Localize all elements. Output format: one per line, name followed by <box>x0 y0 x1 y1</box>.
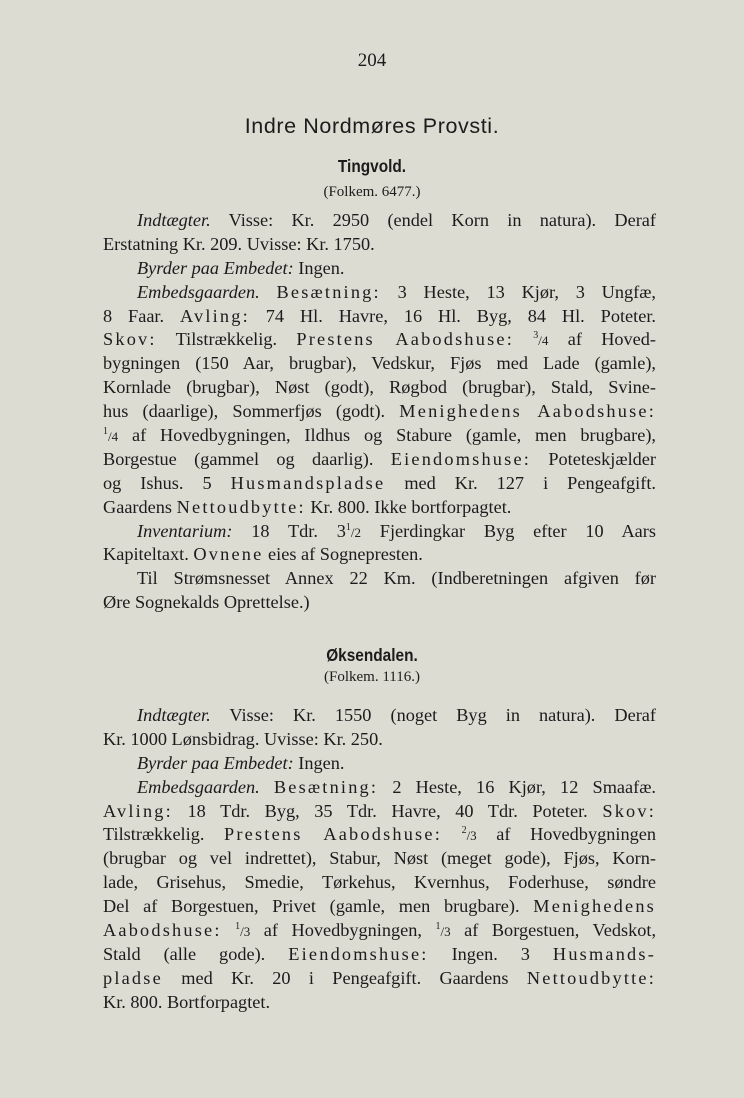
text-line: Avling: 18 Tdr. Byg, 35 Tdr. Havre, 40 Tdr. Poteter. Skov: <box>103 800 656 821</box>
text-line: Kornlade (brugbar), Nøst (godt), Røgbod (brugbar), Stald, Svine- <box>103 377 656 398</box>
text-line: $^1$/4 af Hovedbygningen, Ildhus og Stabure (gamle, men brugbare), <box>103 425 656 446</box>
text-line: Del af Borgestuen, Privet (gamle, men brugbare). Menighedens <box>103 896 656 917</box>
page-number: 204 <box>357 50 387 71</box>
text-line: Embedsgaarden. Besætning: 2 Heste, 16 Kjør, 12 Smaafæ. <box>137 776 656 797</box>
text-line: Tilstrækkelig. Prestens Aabodshuse: $^2$/3 af Hovedbygningen <box>103 824 656 845</box>
text-line: 8 Faar. Avling: 74 Hl. Havre, 16 Hl. Byg, 84 Hl. Poteter. <box>103 305 656 326</box>
text-line: Gaardens Nettoudbytte: Kr. 800. Ikke bortforpagtet. <box>103 496 512 517</box>
text-line: Skov: Tilstrækkelig. Prestens Aabodshuse: $^3$/4 af Hoved- <box>103 329 657 350</box>
population-oksendalen: (Folkem. 1116.) <box>324 669 420 685</box>
parish-title-tingvold: Tingvold. <box>337 156 407 176</box>
text-line: Kr. 800. Bortforpagtet. <box>103 991 271 1012</box>
parish-entry-oksendalen <box>103 704 656 1015</box>
text-line: Kapiteltaxt. Ovnene eies af Sognepresten. <box>103 544 423 565</box>
text-line: pladse med Kr. 20 i Pengeafgift. Gaardens Nettoudbytte: <box>103 967 656 988</box>
parish-entry-tingvold <box>103 209 656 615</box>
text-line: hus (daarlige), Sommerfjøs (godt). Menighedens Aabodshuse: <box>103 401 656 422</box>
text-line: Borgestue (gammel og daarlig). Eiendomshuse: Poteteskjælder <box>103 448 657 469</box>
text-line: Kr. 1000 Lønsbidrag. Uvisse: Kr. 250. <box>103 728 383 749</box>
text-line: Aabodshuse: $^1$/3 af Hovedbygningen, $^1$/3 af Borgestuen, Vedskot, <box>103 920 657 941</box>
text-line: Stald (alle gode). Eiendomshuse: Ingen. 3 Husmands- <box>103 943 656 964</box>
text-line: Embedsgaarden. Besætning: 3 Heste, 13 Kjør, 3 Ungfæ, <box>137 281 656 302</box>
text-line: Byrder paa Embedet: Ingen. <box>137 752 345 773</box>
parish-title-oksendalen: Øksendalen. <box>326 645 418 665</box>
text-line: Indtægter. Visse: Kr. 1550 (noget Byg in natura). Deraf <box>137 705 656 725</box>
district-title: Indre Nordmøres Provsti. <box>244 114 500 138</box>
population-tingvold: (Folkem. 6477.) <box>323 184 421 200</box>
text-line: Indtægter. Visse: Kr. 2950 (endel Korn in natura). Deraf <box>137 210 656 230</box>
text-line: Til Strømsnesset Annex 22 Km. (Indberetningen afgiven før <box>137 568 656 589</box>
text-line: Erstatning Kr. 209. Uvisse: Kr. 1750. <box>103 233 375 254</box>
text-line: (brugbar og vel indrettet), Stabur, Nøst (meget gode), Fjøs, Korn- <box>103 848 656 869</box>
text-line: Byrder paa Embedet: Ingen. <box>137 257 345 278</box>
text-line: bygningen (150 Aar, brugbar), Vedskur, Fjøs med Lade (gamle), <box>103 353 656 374</box>
text-line: Inventarium: 18 Tdr. $3^1/2$ Fjerdingkar Byg efter 10 Aars <box>137 520 656 541</box>
text-line: Øre Sognekalds Oprettelse.) <box>103 592 310 613</box>
text-line: lade, Grisehus, Smedie, Tørkehus, Kvernhus, Foderhuse, søndre <box>103 872 656 893</box>
text-line: og Ishus. 5 Husmandspladse med Kr. 127 i Pengeafgift. <box>103 472 656 493</box>
